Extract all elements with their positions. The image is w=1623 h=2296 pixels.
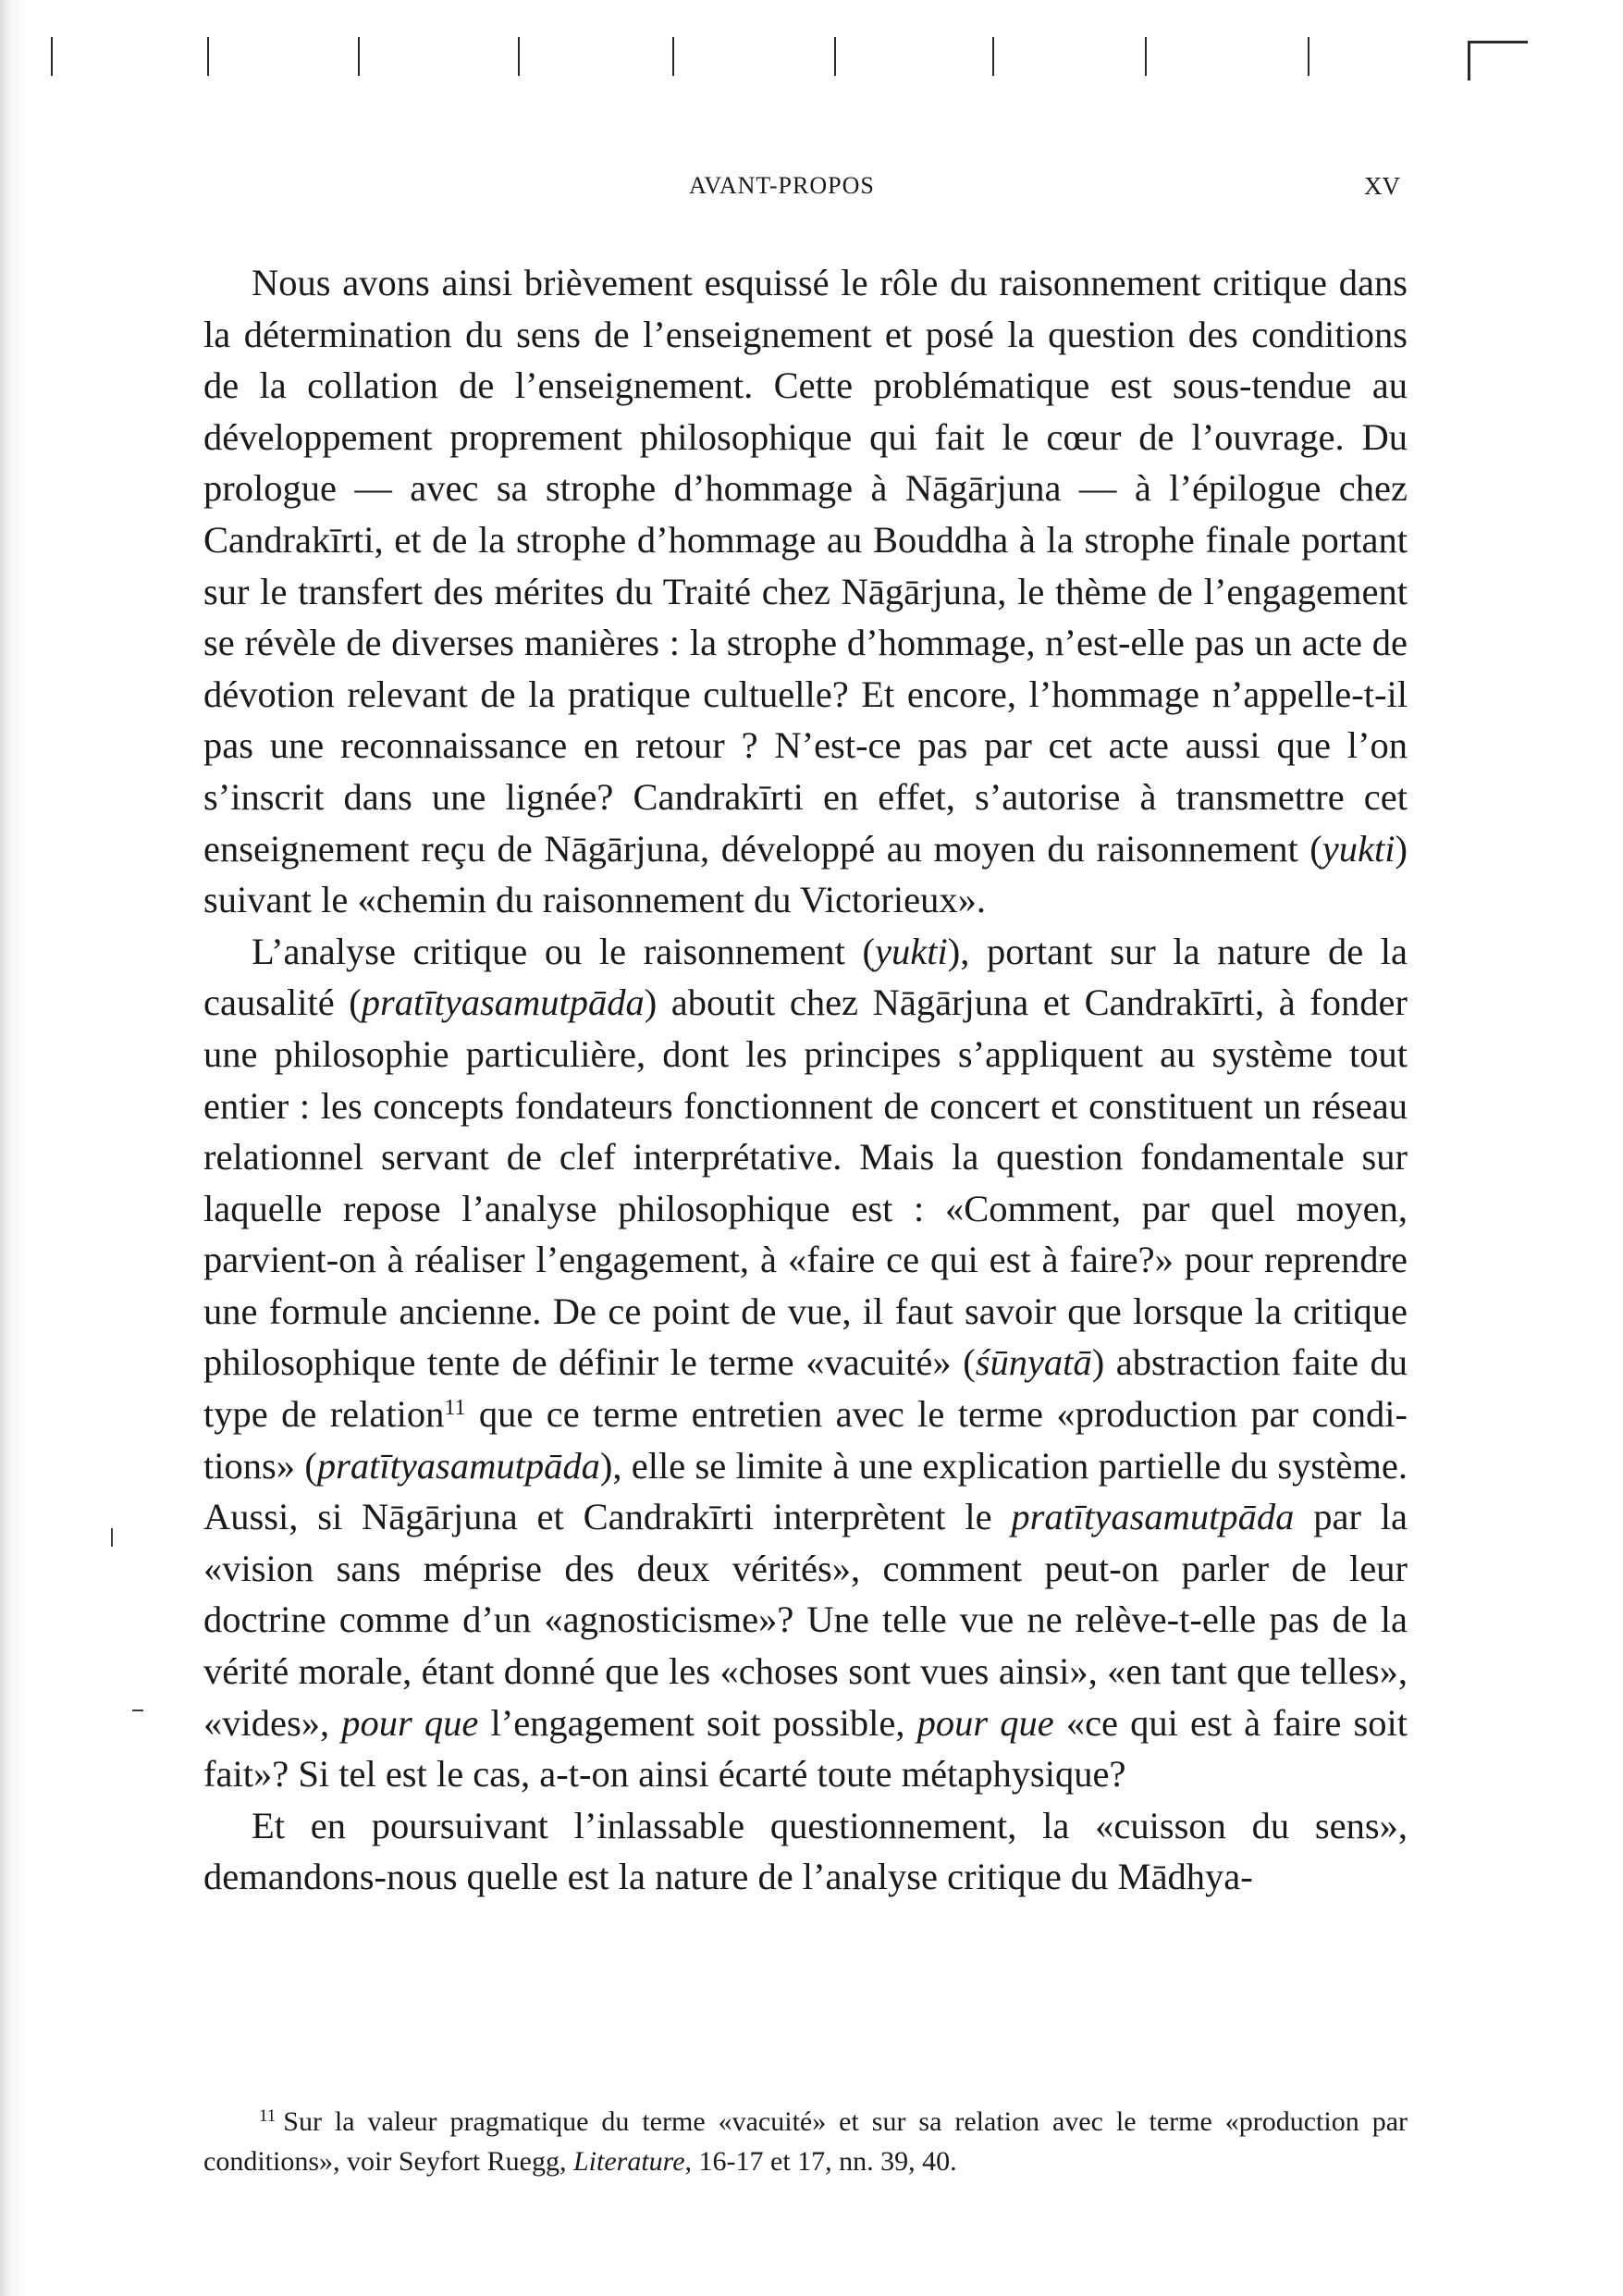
paragraph-1 [203, 257, 1408, 926]
italic-term: pratītyasamutpāda [361, 981, 645, 1024]
footnote [203, 2102, 1408, 2181]
text-run: ) abstraction faite du type de relation [203, 1341, 1408, 1436]
italic-term: śūnyatā [975, 1341, 1092, 1384]
text-run: ) aboutit chez Nāgārjuna et Candrakīrti, à fonder une philosophie particulière, dont les principes s’appliquent au système tout entier : les concepts fondateurs fonctionnent de concert et constituent un réseau relationnel servant de clef interprétative. Mais la question fondamentale sur laquelle repose l’analyse philosophique est : «Comment, par quel moyen, parvient-on à réaliser l’engagement, à «faire ce qui est à faire?» pour reprendre une formule ancienne. De ce point de vue, il faut savoir que lorsque la critique philosophique tente de définir le terme «vacuité» ( [203, 981, 1408, 1384]
scan-page-edge [0, 0, 28, 2296]
footnote-text: , 16-17 et 17, nn. 39, 40. [684, 2146, 957, 2177]
text-run: ) suivant le «chemin du raisonnement du Victorieux». [203, 827, 1408, 921]
scan-artifact-mark [672, 37, 674, 76]
text-run: Et en poursuivant l’inlassable questionnement, la «cuisson du sens», demandons-nous quelle est la nature de l’analyse critique du Mādhya- [203, 1804, 1408, 1898]
italic-term: yukti [875, 930, 948, 972]
scan-corner-mark [1468, 41, 1528, 80]
italic-term: pour que [341, 1701, 479, 1744]
margin-tick-mark [111, 1528, 113, 1547]
scan-artifact-mark [518, 37, 520, 76]
text-run: l’engagement soit possible, [478, 1701, 917, 1744]
scan-artifact-mark [207, 37, 209, 76]
scan-artifact-mark [992, 37, 994, 76]
text-run: par la «vision sans méprise des deux vérités», comment peut-on parler de leur doctrine comme d’un «agnosticisme»? Une telle vue ne relève-t-elle pas de la vérité morale, étant donné que les «choses sont vues ainsi», «en tant que telles», «vides», [203, 1496, 1408, 1744]
text-run: «ce qui est à faire soit fait»? Si tel est le cas, a-t-on ainsi écarté toute métaphysique? [203, 1701, 1408, 1796]
footnote-text: Sur la valeur pragmatique du terme «vacuité» et sur sa relation avec le terme «production par conditions», voir Seyfort Ruegg, [203, 2106, 1408, 2177]
text-run: ), elle se limite à une explication partielle du système. Aussi, si Nāgārjuna et Candrakīrti interprètent le [203, 1444, 1408, 1538]
scan-artifact-mark [51, 37, 53, 76]
footnote-reference[interactable]: 11 [444, 1396, 466, 1421]
footnote-italic-title: Literature [572, 2146, 685, 2177]
scan-artifact-mark [1308, 37, 1309, 76]
italic-term: pratītyasamutpāda [316, 1444, 600, 1487]
text-run: que ce terme entretien avec le terme «production par conditions» ( [203, 1393, 1408, 1487]
paragraph-3 [203, 1800, 1408, 1903]
text-run: ), portant sur la nature de la causalité ( [203, 930, 1408, 1024]
italic-term: pour que [916, 1701, 1054, 1744]
scan-artifact-mark [1145, 37, 1147, 76]
paragraph-2 [203, 926, 1408, 1800]
margin-tick-mark [132, 1710, 143, 1711]
scan-artifact-mark [358, 37, 360, 76]
running-title: AVANT-PROPOS [689, 172, 875, 199]
footnote-number: 11 [259, 2106, 277, 2126]
text-run: Nous avons ainsi brièvement esquissé le rôle du raisonnement critique dans la détermination du sens de l’enseignement et posé la question des conditions de la collation de l’enseignement. Cette problématique est sous-tendue au développement proprement philosophique qui fait le cœur de l’ouvrage. Du prologue — avec sa strophe d’hommage à Nāgārjuna — à l’épilogue chez Candrakīrti, et de la strophe d’hommage au Bouddha à la strophe finale portant sur le transfert des mérites du Traité chez Nāgārjuna, le thème de l’engagement se révèle de diverses manières : la strophe d’hommage, n’est-elle pas un acte de dévotion relevant de la pratique cultuelle? Et encore, l’hommage n’appelle-t-il pas une reconnaissance en retour ? N’est-ce pas par cet acte aussi que l’on s’inscrit dans une lignée? Candrakīrti en effet, s’autorise à transmettre cet enseignement reçu de Nāgārjuna, développé au moyen du raisonnement ( [203, 262, 1408, 870]
page-number: XV [1364, 172, 1400, 200]
scan-artifact-mark [834, 37, 836, 76]
italic-term: pratītyasamutpāda [1011, 1496, 1295, 1538]
running-head [0, 172, 1623, 209]
italic-term: yukti [1322, 827, 1396, 870]
text-run: L’analyse critique ou le raisonnement ( [252, 930, 876, 972]
body-text [203, 257, 1408, 1903]
